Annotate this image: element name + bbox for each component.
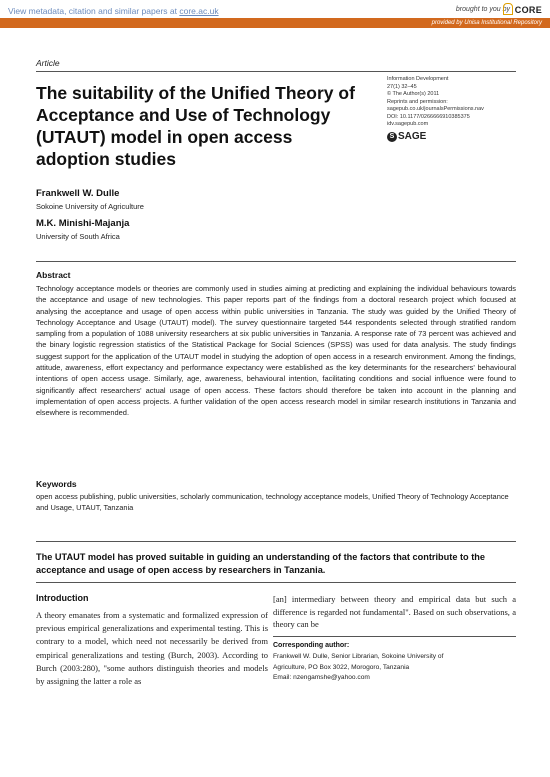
- corresponding-author-address: Agriculture, PO Box 3022, Morogoro, Tanzania: [273, 663, 410, 671]
- abstract-divider: [36, 261, 516, 262]
- core-logo-icon: [503, 3, 513, 15]
- provided-by-text[interactable]: provided by Unisa Institutional Repository: [431, 20, 542, 26]
- highlight-bottom-divider: [36, 582, 516, 583]
- journal-info: [387, 76, 527, 129]
- core-logo-text: CORE: [514, 5, 542, 15]
- abstract-text: Technology acceptance models or theories are commonly used in studies aiming at predicting and explaining the individual behaviours towards the acceptance and usage of new technologies. This paper reports part of the findings from a doctoral research project which focused at analysing the acceptance and usage of open access within public universities in Tanzania. The study was guided by the Unified Theory of Technology Acceptance and Usage (UTAUT) model). The survey questionnaire targeted 544 respondents selected through stratified random sampling from a population of 1088 university researchers at six public universities in Tanzania. A response rate of 73 percent was achieved and the binary logistic regression statistics of the Statistical Package for Social Sciences (SPSS) was used for data analysis. The study findings suggest support for the application of the UTAUT model in studying the adoption of open access in a research environment. Among the findings, attitude, awareness, effort expectancy and performance expectancy were established as the key determinants for the researchers' behavioural intentions of open access usage. Similarly, age, awareness, behavioural intention, facilitating conditions and social influence were found to significantly affect researchers' actual usage of open access. These factors should therefore be taken into account in the planning and implementation of open access projects. A further validation of the open access research model in similar research institutions in Tanzania and elsewhere is recommended.: [36, 284, 516, 418]
- publisher-logo: [387, 131, 426, 142]
- core-link[interactable]: core.ac.uk: [179, 6, 219, 16]
- article-type-label: Article: [36, 58, 60, 68]
- journal-website[interactable]: idv.sagepub.com: [387, 121, 429, 127]
- author-affiliation-2: University of South Africa: [36, 232, 120, 241]
- provided-by-bar: [0, 18, 550, 28]
- introduction-left-column: A theory emanates from a systematic and formalized expression of previous empirical generalizations and experimental testing. This is contrary to a model, which need not necessarily be derived from empirical generalizations and testing (Burch, 2003). According to Burch (2003:280), "some authors distinguish theories and models by assigning the latter a role as: [36, 610, 268, 687]
- core-metadata-line: [8, 6, 219, 16]
- journal-doi[interactable]: DOI: 10.1177/0266666910385375: [387, 113, 470, 120]
- journal-name: Information Development: [387, 76, 449, 82]
- corresponding-author-line: Frankwell W. Dulle, Senior Librarian, Sokoine University of: [273, 653, 444, 660]
- author-affiliation-1: Sokoine University of Agriculture: [36, 202, 144, 211]
- publisher-logo-text: SAGE: [398, 131, 427, 142]
- introduction-right-column: [an] intermediary between theory and empirical data but such a difference is regarded not fundamental". Based on such observations, a theory can be: [273, 594, 516, 630]
- journal-volume: 27(1) 32–45: [387, 83, 417, 90]
- core-logo[interactable]: [503, 3, 542, 15]
- corresponding-author-details: [273, 652, 516, 684]
- corresponding-author-heading: Corresponding author:: [273, 642, 350, 649]
- corresponding-divider: [273, 636, 516, 637]
- journal-copyright: © The Author(s) 2011: [387, 91, 440, 97]
- highlight-statement: The UTAUT model has proved suitable in guiding an understanding of the factors that contribute to the acceptance and usage of open access by researchers in Tanzania.: [36, 552, 486, 575]
- keywords-heading: Keywords: [36, 479, 77, 489]
- keywords-text: open access publishing, public universities, scholarly communication, technology acceptance models, Unified Theory of Technology Acceptance and Usage, UTAUT, Tanzania: [36, 492, 509, 513]
- introduction-heading: Introduction: [36, 593, 89, 603]
- journal-permissions-link[interactable]: sagepub.co.uk/journalsPermissions.nav: [387, 106, 484, 112]
- header-divider: [36, 71, 516, 72]
- core-metadata-text: View metadata, citation and similar papers at: [8, 6, 180, 16]
- brought-by-text: brought to you by: [455, 6, 510, 13]
- sage-logo-icon: S: [387, 132, 397, 142]
- corresponding-author-email[interactable]: Email: nzengamshe@yahoo.com: [273, 674, 370, 681]
- abstract-heading: Abstract: [36, 270, 71, 280]
- author-name-2: M.K. Minishi-Majanja: [36, 218, 130, 229]
- journal-reprints: Reprints and permission:: [387, 98, 448, 105]
- paper-title: The suitability of the Unified Theory of Acceptance and Use of Technology (UTAUT) model in open access adoption studies: [36, 83, 355, 169]
- highlight-top-divider: [36, 541, 516, 542]
- author-name-1: Frankwell W. Dulle: [36, 188, 120, 199]
